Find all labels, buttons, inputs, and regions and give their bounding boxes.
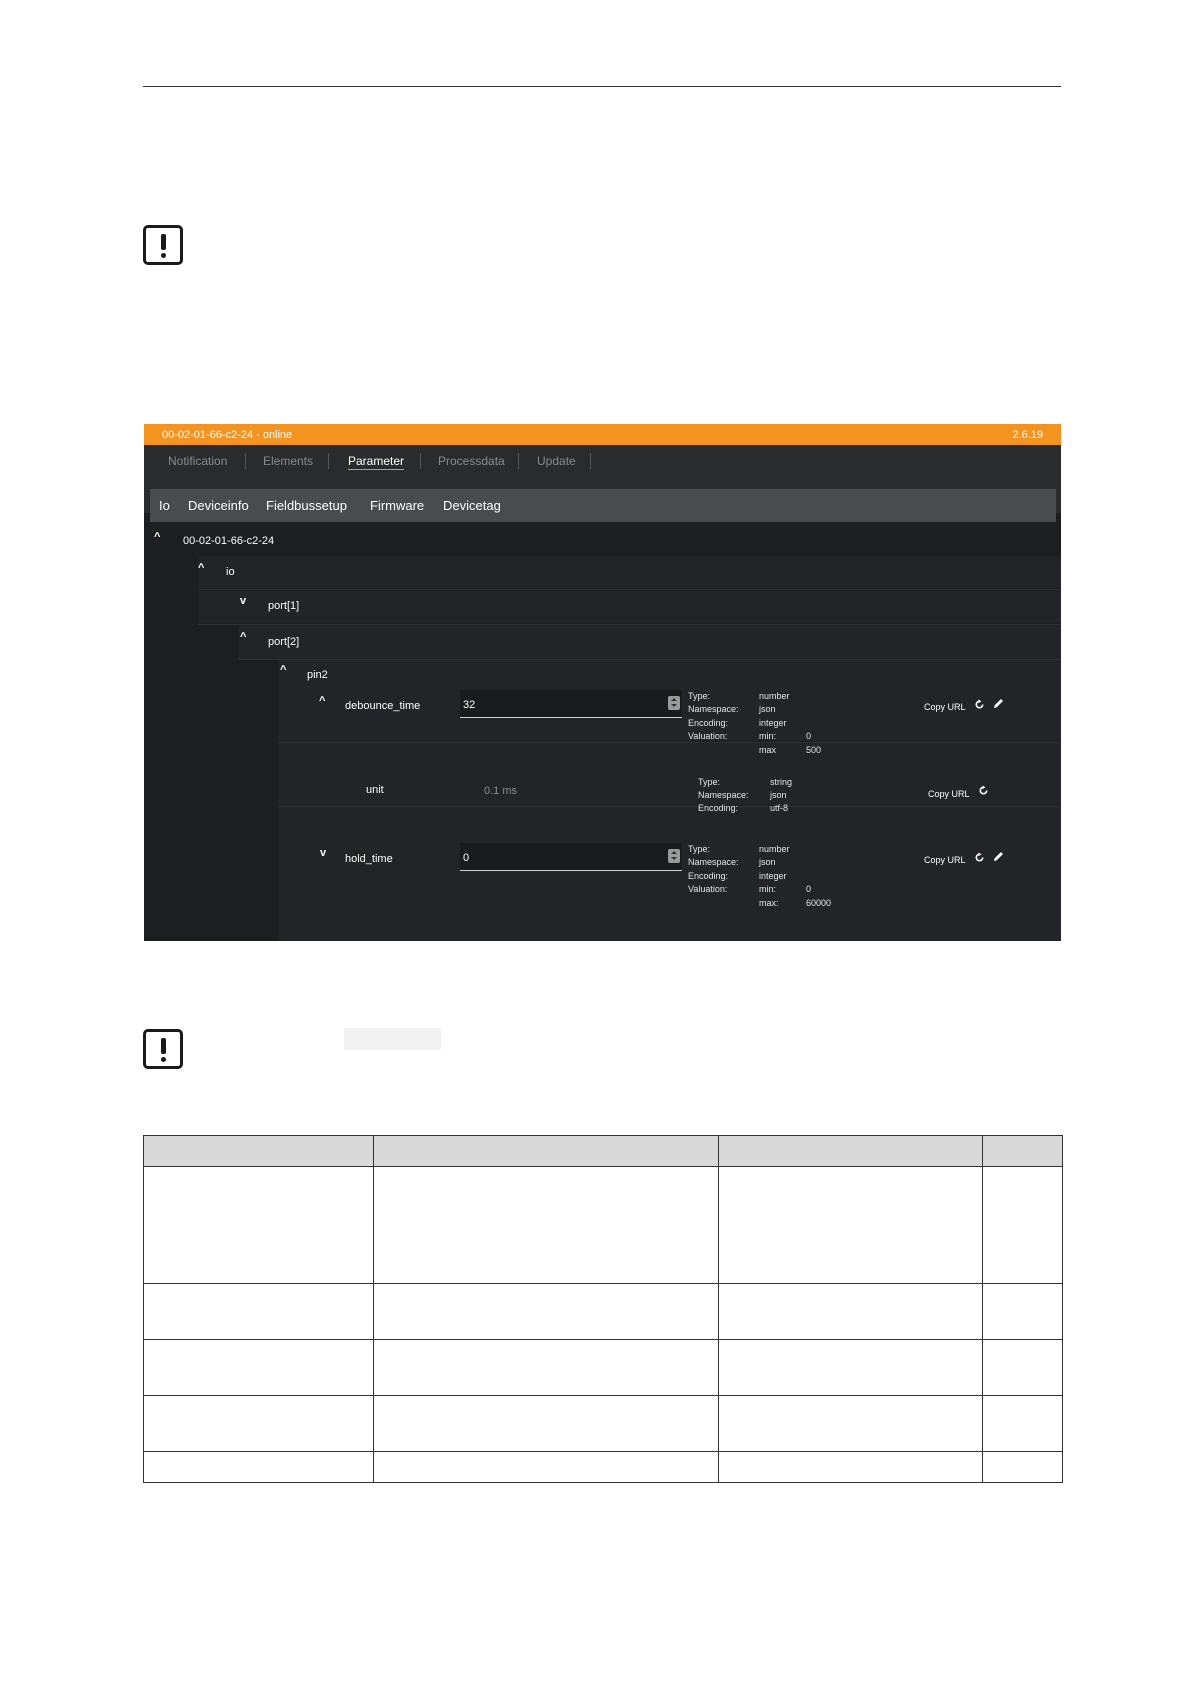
subtab-io[interactable]: Io [159, 498, 170, 513]
copy-url-button[interactable]: Copy URL [924, 855, 966, 865]
reset-icon[interactable] [974, 852, 985, 863]
expand-caret-icon[interactable]: v [240, 595, 247, 607]
param-name-debounce-time: debounce_time [345, 700, 421, 712]
copy-url-button[interactable]: Copy URL [928, 789, 970, 799]
debounce-time-input[interactable]: 32 [460, 690, 682, 718]
table-row [144, 1167, 1063, 1284]
collapse-caret-icon[interactable]: ^ [198, 562, 205, 574]
table-row [144, 1396, 1063, 1452]
tab-processdata[interactable]: Processdata [438, 454, 505, 468]
important-notice-icon [143, 1029, 183, 1069]
subtab-devicetag[interactable]: Devicetag [443, 498, 501, 513]
tree-node-port2[interactable]: port[2] [268, 636, 300, 648]
parameter-table [143, 1135, 1063, 1483]
web-ui-screenshot [144, 424, 1061, 941]
table-row [144, 1340, 1063, 1396]
param-name-unit: unit [366, 784, 384, 796]
sub-navigation [150, 489, 1056, 522]
title-bar [144, 424, 1061, 445]
tab-elements[interactable]: Elements [263, 454, 314, 468]
highlighted-text-placeholder [344, 1028, 441, 1050]
hold-time-input[interactable]: 0 [460, 843, 682, 871]
reset-icon[interactable] [978, 785, 989, 796]
collapse-caret-icon[interactable]: ^ [280, 664, 287, 676]
edit-pencil-icon[interactable] [992, 850, 1005, 863]
tree-node-port1[interactable]: port[1] [268, 600, 300, 612]
expand-caret-icon[interactable]: v [320, 847, 327, 859]
copy-url-button[interactable]: Copy URL [924, 702, 966, 712]
collapse-caret-icon[interactable]: ^ [240, 631, 247, 643]
unit-value: 0.1 ms [484, 785, 518, 797]
tree-node-pin2[interactable]: pin2 [307, 669, 328, 681]
param-name-hold-time: hold_time [345, 853, 393, 865]
tab-update[interactable]: Update [537, 454, 576, 468]
collapse-caret-icon[interactable]: ^ [319, 695, 326, 707]
table-row [144, 1452, 1063, 1483]
table-row [144, 1284, 1063, 1340]
number-stepper-icon[interactable] [668, 696, 680, 710]
edit-pencil-icon[interactable] [992, 697, 1005, 710]
tree-node-device[interactable]: 00-02-01-66-c2-24 [183, 535, 275, 547]
parameter-tree: ^ 00-02-01-66-c2-24 ^ io v port[1] ^ port[2] ^ pin2 ^ debounce_time 32 Type: number Namespace: json Encoding: integer Valuation: min: 0 max 500 Copy URL unit 0.1 ms Type: string Namespace: json Encoding: utf-8 Copy URL v hold_time 0 Type: number Namespace: json Encoding: integer Valuation: min: 0 max: 60000 Copy URL [144, 522, 1061, 941]
subtab-fieldbussetup[interactable]: Fieldbussetup [266, 498, 347, 513]
firmware-version: 2.6.19 [1012, 429, 1043, 441]
table-header-row [144, 1136, 1063, 1167]
tab-parameter[interactable]: Parameter [348, 454, 405, 468]
reset-icon[interactable] [974, 699, 985, 710]
subtab-firmware[interactable]: Firmware [370, 498, 425, 513]
header-rule [143, 86, 1061, 87]
collapse-caret-icon[interactable]: ^ [154, 531, 161, 543]
tree-node-io[interactable]: io [226, 566, 235, 578]
number-stepper-icon[interactable] [668, 849, 680, 863]
important-notice-icon [143, 225, 183, 265]
device-status: 00-02-01-66-c2-24 - online [162, 429, 293, 441]
tab-notification[interactable]: Notification [168, 454, 228, 468]
subtab-deviceinfo[interactable]: Deviceinfo [188, 498, 249, 513]
